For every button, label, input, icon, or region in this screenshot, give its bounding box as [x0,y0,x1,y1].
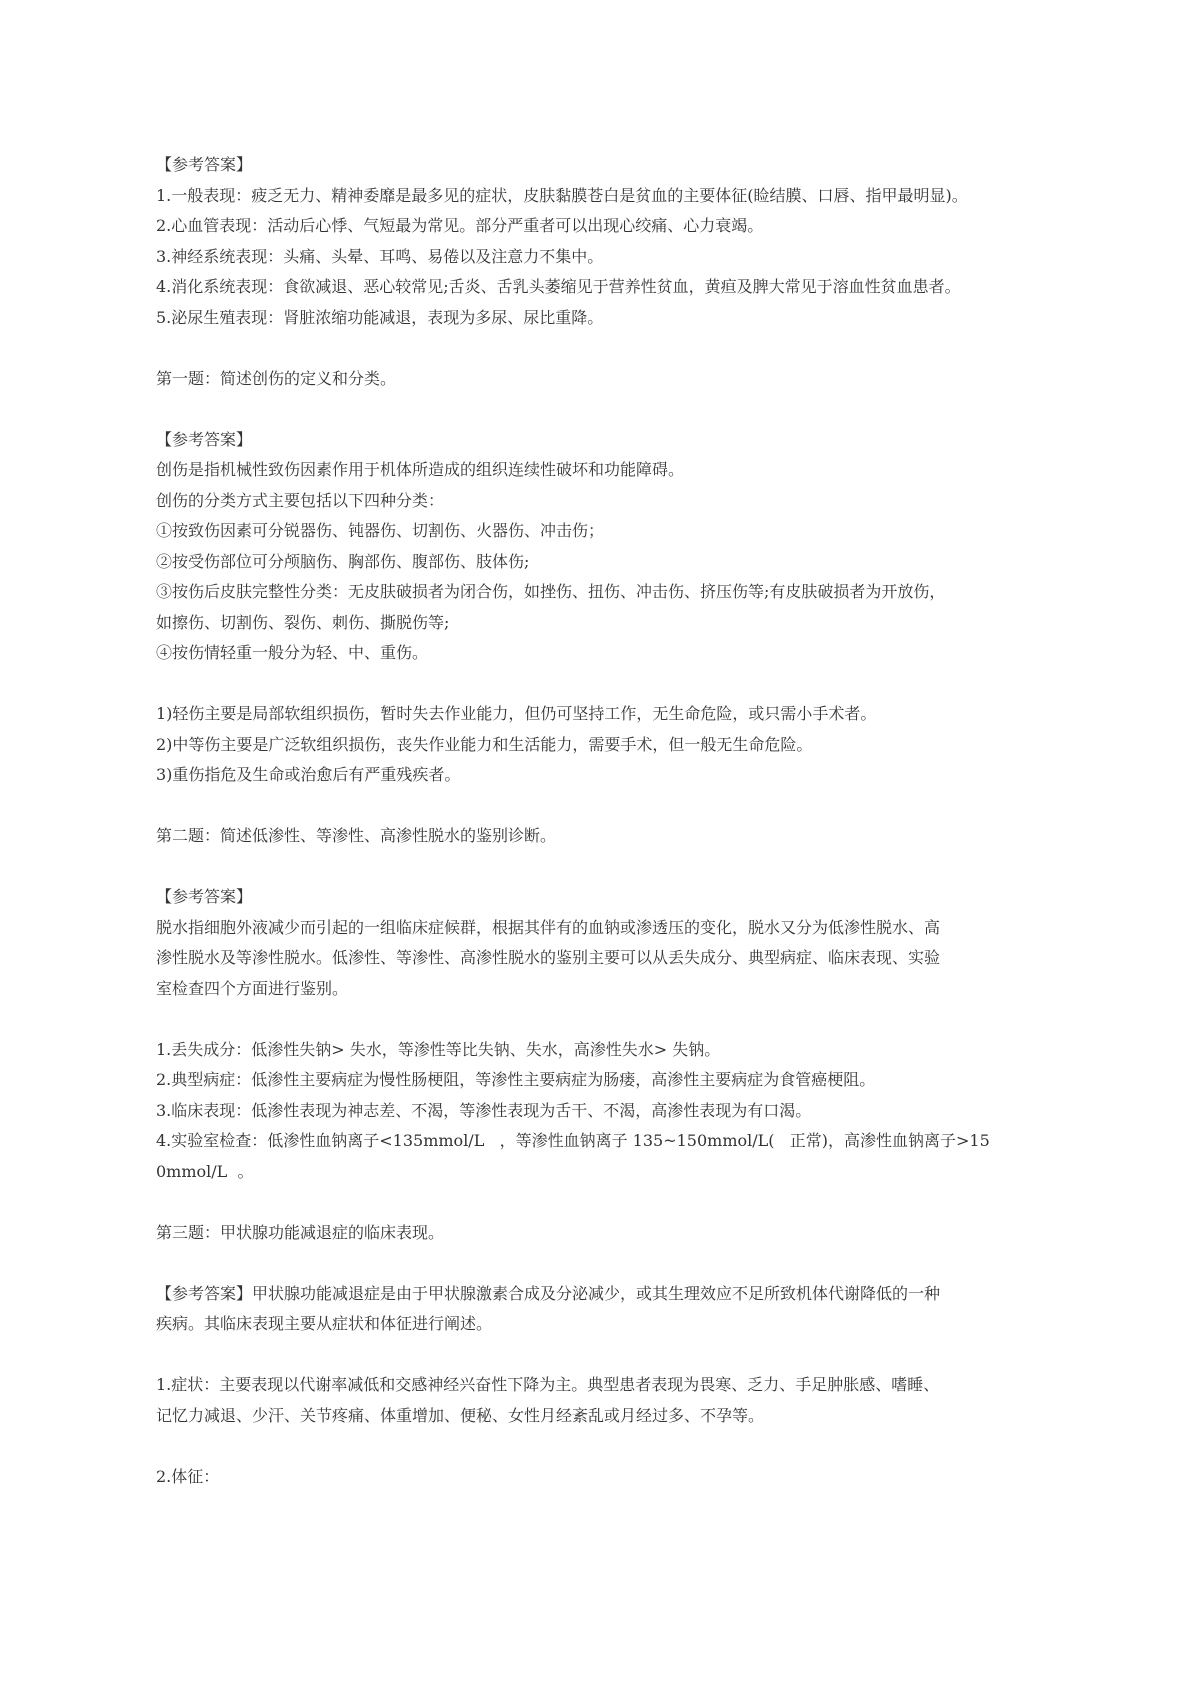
answer-header: 【参考答案】 [156,155,253,174]
paragraph-gap [156,1187,1046,1218]
answer-line: 2.典型病症：低渗性主要病症为慢性肠梗阻，等渗性主要病症为肠瘘，高渗性主要病症为食管癌梗阻。 [156,1070,876,1089]
paragraph-gap [156,791,1046,822]
answer-line: 3)重伤指危及生命或治愈后有严重残疾者。 [156,765,461,784]
answer-line: 1.症状：主要表现以代谢率减低和交感神经兴奋性下降为主。典型患者表现为畏寒、乏力、手足肿胀感、嗜睡、 [156,1375,940,1394]
answer-header: 【参考答案】 [156,429,253,449]
answer-line: 疾病。其临床表现主要从症状和体征进行阐述。 [156,1314,493,1333]
question-title: 第二题：简述低渗性、等渗性、高渗性脱水的鉴别诊断。 [156,826,557,845]
answer-line: 创伤是指机械性致伤因素作用于机体所造成的组织连续性破坏和功能障碍。 [156,460,685,479]
answer-line: ①按致伤因素可分锐器伤、钝器伤、切割伤、火器伤、冲击伤； [156,521,605,540]
answer-line: 记忆力减退、少汗、关节疼痛、体重增加、便秘、女性月经紊乱或月经过多、不孕等。 [156,1405,765,1425]
answer-line: 3.临床表现：低渗性表现为神志差、不渴，等渗性表现为舌干、不渴，高渗性表现为有口渴。 [156,1100,812,1120]
paragraph-gap [156,394,1046,425]
answer-line: 2.心血管表现：活动后心悸、气短最为常见。部分严重者可以出现心绞痛、心力衰竭。 [156,216,764,235]
paragraph-gap [156,1248,1046,1279]
answer-line: 脱水指细胞外液减少而引起的一组临床症候群，根据其伴有的血钠或渗透压的变化，脱水又分为低渗性脱水、高 [156,917,941,937]
question-title: 第一题：简述创伤的定义和分类。 [156,368,397,388]
answer-line: 创伤的分类方式主要包括以下四种分类： [156,490,445,510]
answer-line: 1)轻伤主要是局部软组织损伤，暂时失去作业能力，但仍可坚持工作，无生命危险，或只需小手术者。 [156,704,877,723]
answer-line: 2.体征： [156,1466,220,1486]
answer-line: 5.泌尿生殖表现：肾脏浓缩功能减退，表现为多尿、尿比重降。 [156,307,604,327]
paragraph-gap [156,1004,1046,1035]
answer-line: ④按伤情轻重一般分为轻、中、重伤。 [156,643,429,662]
answer-line: 3.神经系统表现：头痛、头晕、耳鸣、易倦以及注意力不集中。 [156,246,604,266]
paragraph-gap [156,333,1046,364]
document-page [156,150,1046,1492]
paragraph-gap [156,852,1046,883]
answer-header: 【参考答案】 [156,887,253,906]
answer-line: ③按伤后皮肤完整性分类：无皮肤破损者为闭合伤，如挫伤、扭伤、冲击伤、挤压伤等;有皮肤破损者为开放伤， [156,582,946,601]
answer-line: 4.消化系统表现：食欲减退、恶心较常见;舌炎、舌乳头萎缩见于营养性贫血，黄疸及脾大常见于溶血性贫血患者。 [156,277,961,296]
answer-line: 1.丢失成分：低渗性失钠> 失水，等渗性等比失钠、失水，高渗性失水> 失钠。 [156,1039,721,1059]
answer-line: ②按受伤部位可分颅脑伤、胸部伤、腹部伤、肢体伤; [156,551,530,571]
answer-line: 1.一般表现：疲乏无力、精神委靡是最多见的症状，皮肤黏膜苍白是贫血的主要体征(睑结膜、口唇、指甲最明显)。 [156,185,968,205]
answer-line: 2)中等伤主要是广泛软组织损伤，丧失作业能力和生活能力，需要手术，但一般无生命危险。 [156,734,813,754]
answer-line: 如擦伤、切割伤、裂伤、刺伤、撕脱伤等; [156,612,450,632]
answer-line: 0mmol/L 。 [156,1161,254,1181]
question-title: 第三题：甲状腺功能减退症的临床表现。 [156,1222,445,1242]
paragraph-gap [156,1431,1046,1462]
paragraph-gap [156,1340,1046,1371]
answer-line: 【参考答案】甲状腺功能减退症是由于甲状腺激素合成及分泌减少，或其生理效应不足所致机体代谢降低的一种 [156,1283,941,1303]
paragraph-gap [156,669,1046,700]
answer-line: 4.实验室检查：低渗性血钠离子<135mmol/L ，等渗性血钠离子 135~150mmol/L( 正常)，高渗性血钠离子>15 [156,1131,990,1150]
answer-line: 渗性脱水及等渗性脱水。低渗性、等渗性、高渗性脱水的鉴别主要可以从丢失成分、典型病症、临床表现、实验 [156,948,941,967]
answer-line: 室检查四个方面进行鉴别。 [156,978,349,998]
